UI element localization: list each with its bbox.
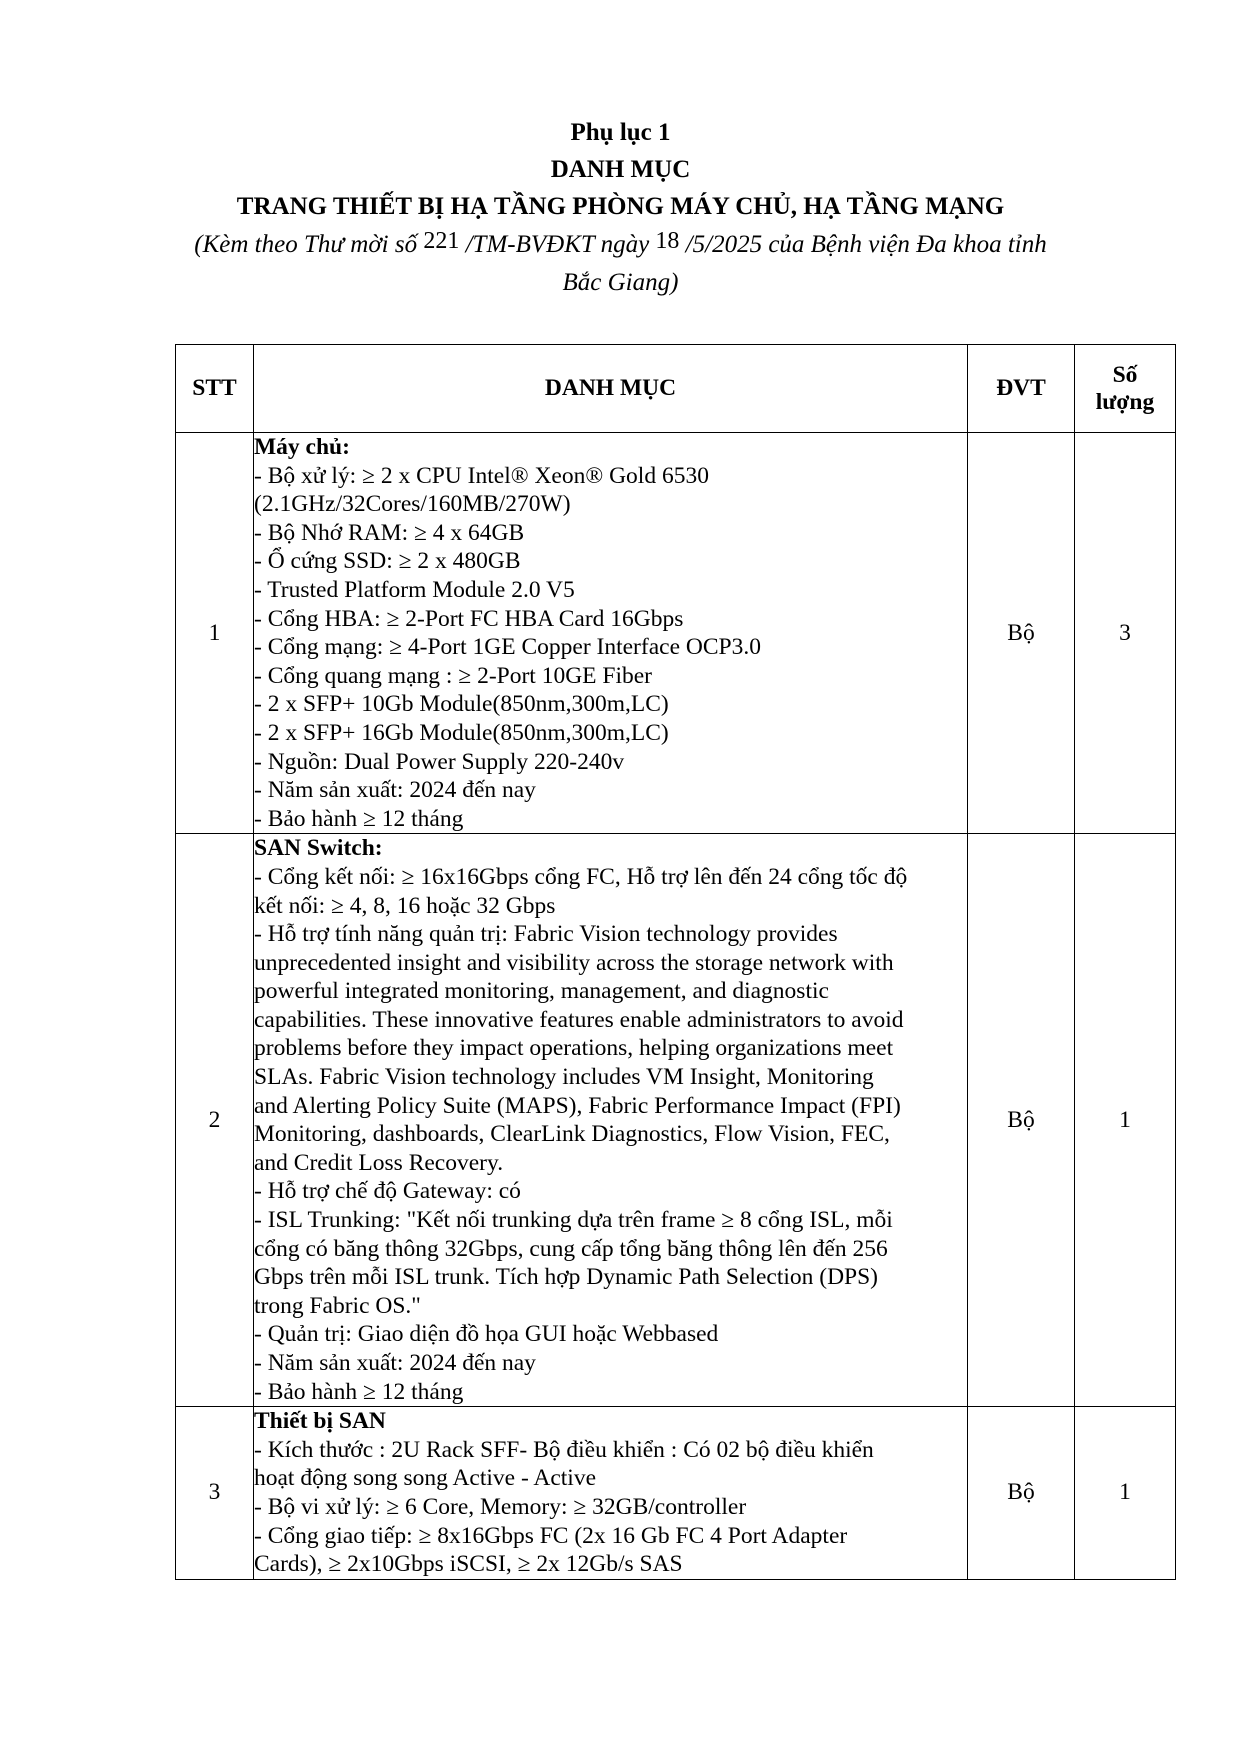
spec-line: - Cổng giao tiếp: ≥ 8x16Gbps FC (2x 16 Gb FC 4 Port Adapter — [254, 1522, 848, 1549]
header-qty-line-2: lượng — [1095, 388, 1155, 415]
spec-line: hoạt động song song Active - Active — [254, 1465, 597, 1492]
row-unit: Bộ — [968, 834, 1075, 1407]
spec-line: - Cổng mạng: ≥ 4-Port 1GE Copper Interface OCP3.0 — [254, 634, 761, 661]
spec-line: trong Fabric OS." — [254, 1292, 421, 1319]
equipment-table — [175, 344, 1176, 1580]
spec-line: - Cổng kết nối: ≥ 16x16Gbps cổng FC, Hỗ trợ lên đến 24 cổng tốc độ — [254, 863, 908, 890]
spec-line: (2.1GHz/32Cores/160MB/270W) — [254, 491, 571, 518]
header-stt: STT — [176, 345, 254, 433]
row-stt: 2 — [176, 834, 254, 1407]
header-qty-line-1: Số — [1112, 361, 1138, 388]
subtitle-line-2: Bắc Giang) — [562, 269, 679, 296]
row-quantity: 1 — [1075, 1407, 1176, 1580]
spec-line: SLAs. Fabric Vision technology includes VM Insight, Monitoring — [254, 1064, 874, 1091]
letter-number: 221 — [423, 228, 460, 254]
subtitle-text-3: /5/2025 của Bệnh viện Đa khoa tỉnh — [679, 231, 1047, 258]
catalog-heading: DANH MỤC — [550, 156, 691, 183]
spec-line: cổng có băng thông 32Gbps, cung cấp tổng băng thông lên đến 256 — [254, 1235, 888, 1262]
row-stt: 1 — [176, 433, 254, 834]
item-title: Máy chủ: — [254, 434, 350, 460]
subtitle-line-1 — [150, 227, 1091, 263]
spec-line: powerful integrated monitoring, management, and diagnostic — [254, 978, 829, 1005]
spec-line: - ISL Trunking: "Kết nối trunking dựa trên frame ≥ 8 cổng ISL, mỗi — [254, 1207, 893, 1234]
table-row — [176, 834, 1176, 1407]
table-row — [176, 433, 1176, 834]
spec-line: - Hỗ trợ tính năng quản trị: Fabric Vision technology provides — [254, 921, 838, 948]
spec-line: - Năm sản xuất: 2024 đến nay — [254, 1350, 536, 1376]
subtitle-text-1: (Kèm theo Thư mời số — [194, 231, 424, 258]
spec-line: - Hỗ trợ chế độ Gateway: có — [254, 1178, 521, 1205]
spec-line: - Quản trị: Giao diện đồ họa GUI hoặc Webbased — [254, 1321, 719, 1348]
spec-line: - Bộ vi xử lý: ≥ 6 Core, Memory: ≥ 32GB/controller — [254, 1493, 747, 1520]
spec-line: - Bảo hành ≥ 12 tháng — [254, 805, 464, 832]
spec-line: Monitoring, dashboards, ClearLink Diagnostics, Flow Vision, FEC, — [254, 1121, 890, 1148]
appendix-label: Phụ lục 1 — [570, 119, 671, 146]
spec-line: capabilities. These innovative features enable administrators to avoid — [254, 1006, 904, 1033]
spec-line: kết nối: ≥ 4, 8, 16 hoặc 32 Gbps — [254, 892, 556, 919]
header-qty — [1075, 345, 1176, 433]
item-title: Thiết bị SAN — [254, 1408, 386, 1435]
spec-line: - Kích thước : 2U Rack SFF- Bộ điều khiển : Có 02 bộ điều khiển — [254, 1436, 874, 1463]
spec-line: Gbps trên mỗi ISL trunk. Tích hợp Dynamic Path Selection (DPS) — [254, 1264, 879, 1291]
spec-line: - Trusted Platform Module 2.0 V5 — [254, 576, 575, 603]
spec-line: Cards), ≥ 2x10Gbps iSCSI, ≥ 2x 12Gb/s SAS — [254, 1551, 683, 1578]
letter-day: 18 — [655, 228, 680, 254]
spec-line: - Ổ cứng SSD: ≥ 2 x 480GB — [254, 548, 521, 575]
spec-line: - Cổng HBA: ≥ 2-Port FC HBA Card 16Gbps — [254, 605, 684, 632]
item-title: SAN Switch: — [254, 835, 383, 862]
header-name: DANH MỤC — [254, 345, 968, 433]
spec-line: and Credit Loss Recovery. — [254, 1149, 504, 1176]
spec-line: unprecedented insight and visibility across the storage network with — [254, 949, 894, 976]
row-unit: Bộ — [968, 1407, 1075, 1580]
spec-line: - Bộ Nhớ RAM: ≥ 4 x 64GB — [254, 519, 525, 546]
row-quantity: 1 — [1075, 834, 1176, 1407]
row-unit: Bộ — [968, 433, 1075, 834]
row-quantity: 3 — [1075, 433, 1176, 834]
row-stt: 3 — [176, 1407, 254, 1580]
spec-line: - Năm sản xuất: 2024 đến nay — [254, 777, 536, 804]
row-description — [254, 1407, 968, 1580]
spec-line: - Bộ xử lý: ≥ 2 x CPU Intel® Xeon® Gold 6530 — [254, 462, 709, 489]
spec-line: - 2 x SFP+ 16Gb Module(850nm,300m,LC) — [254, 719, 669, 746]
spec-line: - Bảo hành ≥ 12 tháng — [254, 1378, 464, 1405]
document-title: TRANG THIẾT BỊ HẠ TẦNG PHÒNG MÁY CHỦ, HẠ TẦNG MẠNG — [236, 193, 1005, 220]
spec-line: - 2 x SFP+ 10Gb Module(850nm,300m,LC) — [254, 691, 669, 718]
table-header-row — [176, 345, 1176, 433]
row-description — [254, 433, 968, 834]
row-description — [254, 834, 968, 1407]
header-unit: ĐVT — [968, 345, 1075, 433]
spec-line: - Cổng quang mạng : ≥ 2-Port 10GE Fiber — [254, 662, 652, 689]
spec-line: - Nguồn: Dual Power Supply 220-240v — [254, 748, 625, 775]
subtitle-text-2: /TM-BVĐKT ngày — [459, 231, 656, 258]
spec-line: problems before they impact operations, helping organizations meet — [254, 1035, 894, 1062]
spec-line: and Alerting Policy Suite (MAPS), Fabric Performance Impact (FPI) — [254, 1092, 901, 1119]
table-row — [176, 1407, 1176, 1580]
